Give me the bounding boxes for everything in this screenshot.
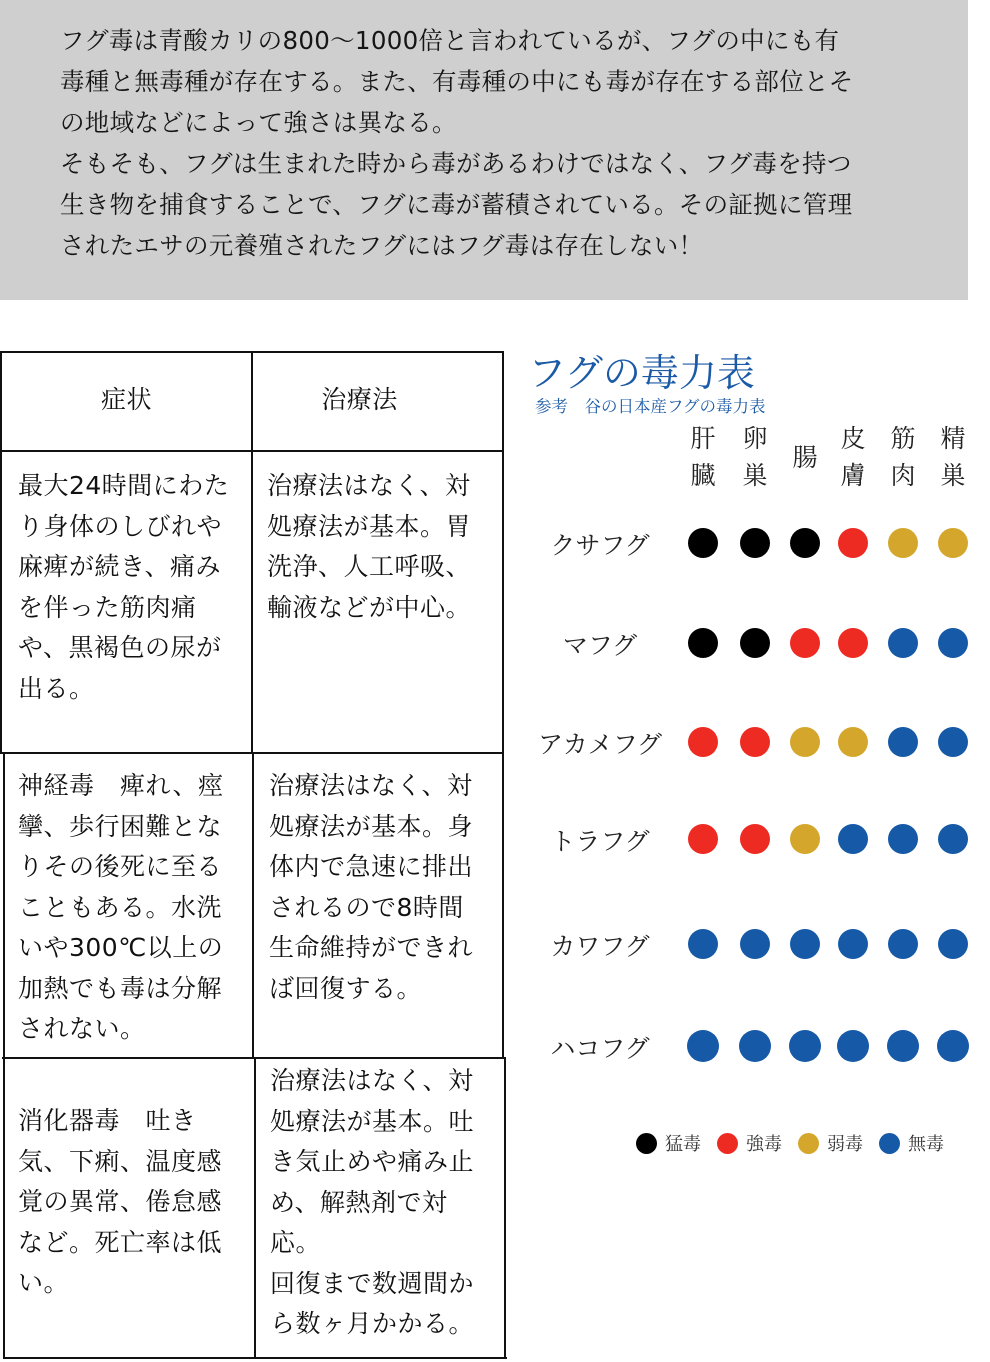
treatment-line: め、解熱剤で対 <box>270 1187 448 1217</box>
toxicity-dot <box>688 528 718 558</box>
toxicity-dot <box>740 824 770 854</box>
intro-line: そもそも、フグは生まれた時から毒があるわけではなく、フグ毒を持つ <box>60 149 852 178</box>
column-header-char: 精 <box>940 424 966 453</box>
treatment-line: 処療法が基本。胃 <box>267 511 472 541</box>
header-symptom: 症状 <box>100 385 152 414</box>
toxicity-dot <box>888 528 918 558</box>
legend-item <box>636 1130 701 1156</box>
toxicity-dot <box>740 727 770 757</box>
symptom-line: など。死亡率は低 <box>18 1227 223 1257</box>
symptom-line: 消化器毒 吐き <box>18 1106 197 1135</box>
treatment-line: 処療法が基本。身 <box>269 811 474 841</box>
toxicity-dot <box>938 824 968 854</box>
symptom-line: されない。 <box>18 1014 146 1043</box>
column-header <box>833 420 873 494</box>
column-header <box>683 420 723 494</box>
toxicity-dot <box>790 727 820 757</box>
column-header-char: 腸 <box>792 443 818 472</box>
treatment-cell <box>269 766 501 1009</box>
symptom-line: 最大24時間にわた <box>18 471 230 500</box>
table-column-divider <box>254 1057 256 1359</box>
column-header-char: 巣 <box>940 461 966 490</box>
toxicity-dot <box>888 727 918 757</box>
intro-line: 生き物を捕食することで、フグに毒が蓄積されている。その証拠に管理 <box>60 190 853 219</box>
toxicity-dot <box>938 727 968 757</box>
treatment-line: 回復まで数週間か <box>270 1268 475 1298</box>
treatment-line: 治療法はなく、対 <box>267 471 471 500</box>
treatment-line: 輸液などが中心。 <box>267 592 472 622</box>
intro-line: 毒種と無毒種が存在する。また、有毒種の中にも毒が存在する部位とそ <box>60 67 854 96</box>
treatment-line: き気止めや痛み止 <box>270 1147 475 1176</box>
toxicity-dot <box>837 1030 869 1062</box>
intro-text <box>60 20 928 266</box>
symptom-line: り身体のしびれや <box>18 511 223 541</box>
toxicity-dot <box>790 528 820 558</box>
treatment-line: 洗浄、人工呼吸、 <box>267 552 472 581</box>
legend-label: 強毒 <box>746 1134 782 1155</box>
symptom-line: 加熱でも毒は分解 <box>18 973 223 1003</box>
treatment-line: 治療法はなく、対 <box>270 1066 474 1095</box>
column-header <box>785 439 825 476</box>
symptom-line: 気、下痢、温度感 <box>18 1146 223 1176</box>
symptom-line: や、黒褐色の尿が <box>18 633 222 662</box>
symptom-cell <box>18 766 250 1050</box>
symptom-cell <box>18 466 250 709</box>
treatment-line: 生命維持ができれ <box>269 933 474 962</box>
column-header <box>933 420 973 494</box>
toxicity-dot <box>790 929 820 959</box>
column-header-char: 皮 <box>840 424 866 453</box>
intro-line: されたエサの元養殖されたフグにはフグ毒は存在しない！ <box>60 231 704 260</box>
toxicity-dot <box>838 824 868 854</box>
legend-item <box>879 1130 944 1156</box>
fish-name: ハコフグ <box>550 1034 650 1063</box>
legend-label: 猛毒 <box>665 1134 701 1155</box>
symptom-cell <box>18 1101 250 1304</box>
toxicity-dot <box>687 1030 719 1062</box>
symptom-line: いや300℃以上の <box>18 933 224 962</box>
header-treatment: 治療法 <box>321 385 398 414</box>
treatment-line: ば回復する。 <box>269 973 423 1003</box>
column-header-char: 臓 <box>690 461 716 490</box>
toxicity-dot <box>688 628 718 658</box>
toxicity-dot <box>838 528 868 558</box>
legend-item <box>798 1130 863 1156</box>
toxicity-dot <box>887 1030 919 1062</box>
table-border-right <box>504 1057 506 1359</box>
fish-name: カワフグ <box>550 932 650 961</box>
symptom-line: こともある。水洗 <box>18 892 223 922</box>
column-header-char: 筋 <box>890 424 916 453</box>
fish-name: マフグ <box>562 631 638 660</box>
table-border-left <box>3 752 5 1359</box>
intro-panel <box>0 0 968 300</box>
intro-line: の地域などによって強さは異なる。 <box>60 108 457 137</box>
toxicity-dot <box>938 929 968 959</box>
legend-dot <box>636 1133 657 1154</box>
column-header <box>735 420 775 494</box>
column-header-char: 肉 <box>890 461 916 490</box>
fish-name: クサフグ <box>550 531 650 560</box>
toxicity-legend <box>636 1130 944 1156</box>
toxicity-dot <box>838 628 868 658</box>
legend-label: 無毒 <box>908 1134 944 1155</box>
column-header-char: 卵 <box>742 424 768 453</box>
table-column-divider <box>252 752 254 1059</box>
treatment-cell <box>270 1061 502 1345</box>
intro-line: フグ毒は青酸カリの800〜1000倍と言われているが、フグの中にも有 <box>60 26 840 55</box>
symptom-line: りその後死に至る <box>18 852 223 881</box>
toxicity-dot <box>888 929 918 959</box>
column-header <box>883 420 923 494</box>
toxicity-dot <box>739 1030 771 1062</box>
toxicity-dot <box>938 628 968 658</box>
symptom-line: 麻痺が続き、痛み <box>18 552 222 581</box>
toxicity-dot <box>938 528 968 558</box>
toxicity-dot <box>688 929 718 959</box>
symptom-line: 神経毒 痺れ、痙 <box>18 771 224 800</box>
symptom-line: 攣、歩行困難とな <box>18 811 223 841</box>
symptom-line: 覚の異常、倦怠感 <box>18 1187 223 1216</box>
treatment-line: されるので8時間 <box>269 892 464 922</box>
column-header-char: 肝 <box>690 424 716 453</box>
treatment-line: 処療法が基本。吐 <box>270 1106 475 1136</box>
toxicity-reference: 参考 谷の日本産フグの毒力表 <box>535 397 766 416</box>
symptom-line: い。 <box>18 1268 70 1297</box>
toxicity-dot <box>888 628 918 658</box>
legend-item <box>717 1130 782 1156</box>
toxicity-dot <box>838 929 868 959</box>
toxicity-dot <box>740 628 770 658</box>
legend-label: 弱毒 <box>827 1134 863 1155</box>
toxicity-dot <box>789 1030 821 1062</box>
toxicity-dot <box>790 628 820 658</box>
legend-dot <box>879 1133 900 1154</box>
toxicity-dot <box>888 824 918 854</box>
fish-name: アカメフグ <box>537 730 662 759</box>
toxicity-dot <box>937 1030 969 1062</box>
toxicity-dot <box>688 727 718 757</box>
treatment-line: 体内で急速に排出 <box>269 852 474 881</box>
treatment-line: ら数ヶ月かかる。 <box>270 1309 475 1338</box>
toxicity-title: フグの毒力表 <box>528 351 755 395</box>
legend-dot <box>798 1133 819 1154</box>
toxicity-dot <box>790 824 820 854</box>
toxicity-dot <box>740 528 770 558</box>
symptom-line: 出る。 <box>18 673 95 703</box>
treatment-line: 治療法はなく、対 <box>269 771 473 800</box>
column-header-char: 巣 <box>742 461 768 490</box>
table-border-bottom <box>5 1357 507 1359</box>
toxicity-dot <box>688 824 718 854</box>
toxicity-dot <box>740 929 770 959</box>
column-header-char: 膚 <box>840 461 866 490</box>
treatment-cell <box>267 466 499 628</box>
legend-dot <box>717 1133 738 1154</box>
fish-name: トラフグ <box>550 827 650 856</box>
toxicity-dot <box>838 727 868 757</box>
table-border-right <box>502 351 504 1059</box>
treatment-line: 応。 <box>270 1228 322 1257</box>
symptom-line: を伴った筋肉痛 <box>18 592 197 622</box>
